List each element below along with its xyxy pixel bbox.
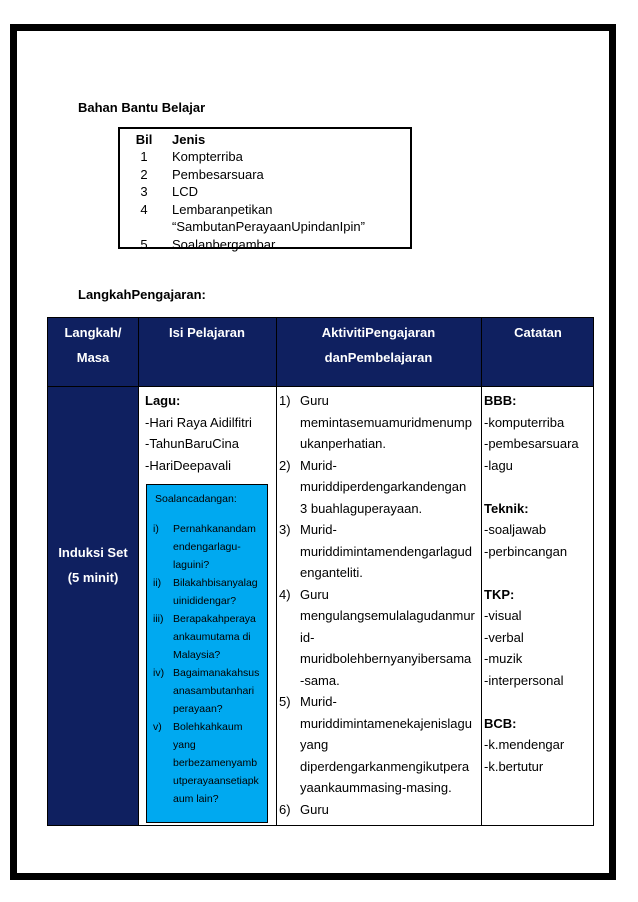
- header-aktiviti-line2: danPembelajaran: [324, 350, 433, 365]
- header-catatan: Catatan: [514, 325, 562, 340]
- col-divider: [481, 318, 482, 825]
- materials-row: [120, 201, 410, 218]
- question-text: aum lain?: [173, 793, 219, 805]
- header-isi: Isi Pelajaran: [169, 325, 245, 340]
- question-text: yang: [173, 739, 196, 751]
- materials-row: [120, 236, 410, 253]
- header-bil: Bil: [135, 132, 153, 147]
- catatan-line: -visual: [484, 608, 522, 623]
- question-text: Bilakahbisanyalag: [173, 577, 258, 589]
- bahan-heading: Bahan Bantu Belajar: [78, 100, 206, 115]
- activity-number: 2): [279, 457, 291, 473]
- catatan-line: Teknik:: [484, 500, 529, 516]
- stage-name: Induksi Set: [58, 545, 128, 560]
- question-text: ankaumutama di: [173, 631, 251, 643]
- isi-line: -HariDeepavali: [145, 457, 231, 473]
- question-text: Bolehkahkaum: [173, 721, 243, 733]
- activity-number: 3): [279, 522, 291, 537]
- materials-row-number: 4: [140, 201, 148, 217]
- question-text: uinididengar?: [173, 595, 237, 607]
- activity-text: muridbolehbernyanyibersama: [300, 651, 472, 666]
- activity-text: muriddimintamendengarlagud: [300, 543, 472, 559]
- question-number: iv): [153, 667, 165, 679]
- catatan-line: -soaljawab: [484, 522, 547, 537]
- materials-row-name: Soalanbergambar: [172, 237, 276, 252]
- activity-text: muriddiperdengarkandengan: [300, 479, 467, 494]
- materials-row: [120, 218, 410, 235]
- question-text: perayaan?: [173, 703, 223, 715]
- materials-row-name: LCD: [172, 184, 199, 200]
- stage-column: [48, 386, 138, 825]
- materials-row: [120, 166, 410, 183]
- catatan-line: TKP:: [484, 586, 515, 602]
- catatan-line: BBB:: [484, 393, 517, 408]
- activity-text: Guru: [300, 586, 329, 602]
- catatan-line: -komputerriba: [484, 414, 565, 430]
- activity-text: Murid-: [300, 522, 337, 537]
- materials-row-number: 5: [140, 237, 148, 252]
- question-text: Pernahkanandam: [173, 523, 256, 535]
- materials-row-name: Lembaranpetikan: [172, 201, 273, 217]
- stage-label: [48, 540, 138, 590]
- activity-text: Guru: [300, 801, 329, 817]
- activity-text: ukanperhatian.: [300, 436, 387, 451]
- question-text: utperayaansetiapk: [173, 775, 259, 787]
- activity-text: memintasemuamuridmenump: [300, 414, 472, 430]
- question-text: Malaysia?: [173, 649, 221, 661]
- header-langkah: [48, 318, 138, 386]
- isi-line: -Hari Raya Aidilfitri: [145, 414, 252, 430]
- activity-number: 4): [279, 586, 291, 602]
- question-box-title: Soalancadangan:: [155, 493, 237, 505]
- isi-line: Lagu:: [145, 393, 181, 408]
- activity-text: id-: [300, 629, 315, 645]
- materials-table: [118, 127, 412, 252]
- materials-row: [120, 148, 410, 165]
- col-divider: [276, 318, 277, 825]
- activity-number: 5): [279, 694, 291, 709]
- langkah-heading: LangkahPengajaran:: [78, 287, 206, 302]
- catatan-line: -verbal: [484, 629, 524, 645]
- materials-row-name: Pembesarsuara: [172, 166, 264, 182]
- catatan-line: -lagu: [484, 457, 513, 473]
- activity-text: yang: [300, 737, 329, 752]
- lesson-table: [47, 317, 594, 826]
- header-aktiviti-line1: AktivitiPengajaran: [321, 325, 436, 340]
- header-jenis: Jenis: [172, 132, 206, 147]
- question-text: Bagaimanakahsus: [173, 667, 260, 679]
- question-text: Berapakahperaya: [173, 613, 256, 625]
- materials-header: [120, 131, 410, 148]
- activity-text: Murid-: [300, 457, 337, 473]
- question-number: i): [153, 523, 159, 535]
- question-box: [146, 484, 268, 823]
- materials-row-name: Kompterriba: [172, 149, 243, 164]
- activity-text: enganteliti.: [300, 565, 363, 580]
- header-divider: [48, 386, 593, 387]
- header-langkah-line2: Masa: [76, 350, 110, 365]
- question-text: laguini?: [173, 559, 210, 571]
- activity-text: mengulangsemulalagudanmur: [300, 608, 475, 623]
- isi-line: -TahunBaruCina: [145, 436, 239, 451]
- catatan-line: BCB:: [484, 715, 517, 731]
- activity-text: Guru: [300, 393, 329, 408]
- stage-duration: (5 minit): [67, 570, 119, 585]
- activity-text: 3 buahlaguperayaan.: [300, 500, 423, 516]
- activity-text: -sama.: [300, 672, 340, 688]
- header-aktiviti: [276, 318, 481, 386]
- question-text: endengarlagu-: [173, 541, 241, 553]
- materials-row-name: “SambutanPerayaanUpindanIpin”: [172, 219, 365, 235]
- activity-number: 6): [279, 801, 291, 817]
- question-text: berbezamenyamb: [173, 757, 258, 769]
- question-text: anasambutanhari: [173, 685, 255, 697]
- activity-text: muriddimintamenekajenislagu: [300, 715, 472, 731]
- activity-text: Murid-: [300, 694, 337, 709]
- materials-row-number: 2: [140, 166, 148, 182]
- catatan-line: -muzik: [484, 651, 523, 666]
- catatan-line: -perbincangan: [484, 543, 568, 559]
- question-number: iii): [153, 613, 164, 625]
- activity-text: diperdengarkanmengikutpera: [300, 758, 470, 774]
- col-divider: [138, 318, 139, 825]
- question-number: ii): [153, 577, 162, 589]
- materials-row-number: 1: [140, 149, 148, 164]
- materials-row: [120, 183, 410, 200]
- catatan-line: -k.mendengar: [484, 737, 565, 752]
- activity-text: yaankaummasing-masing.: [300, 780, 452, 795]
- materials-row-number: 3: [140, 184, 148, 200]
- header-langkah-line1: Langkah/: [64, 325, 122, 340]
- catatan-line: -k.bertutur: [484, 758, 544, 774]
- question-number: v): [153, 721, 162, 733]
- catatan-line: -interpersonal: [484, 672, 564, 688]
- activity-number: 1): [279, 393, 291, 408]
- catatan-line: -pembesarsuara: [484, 436, 579, 451]
